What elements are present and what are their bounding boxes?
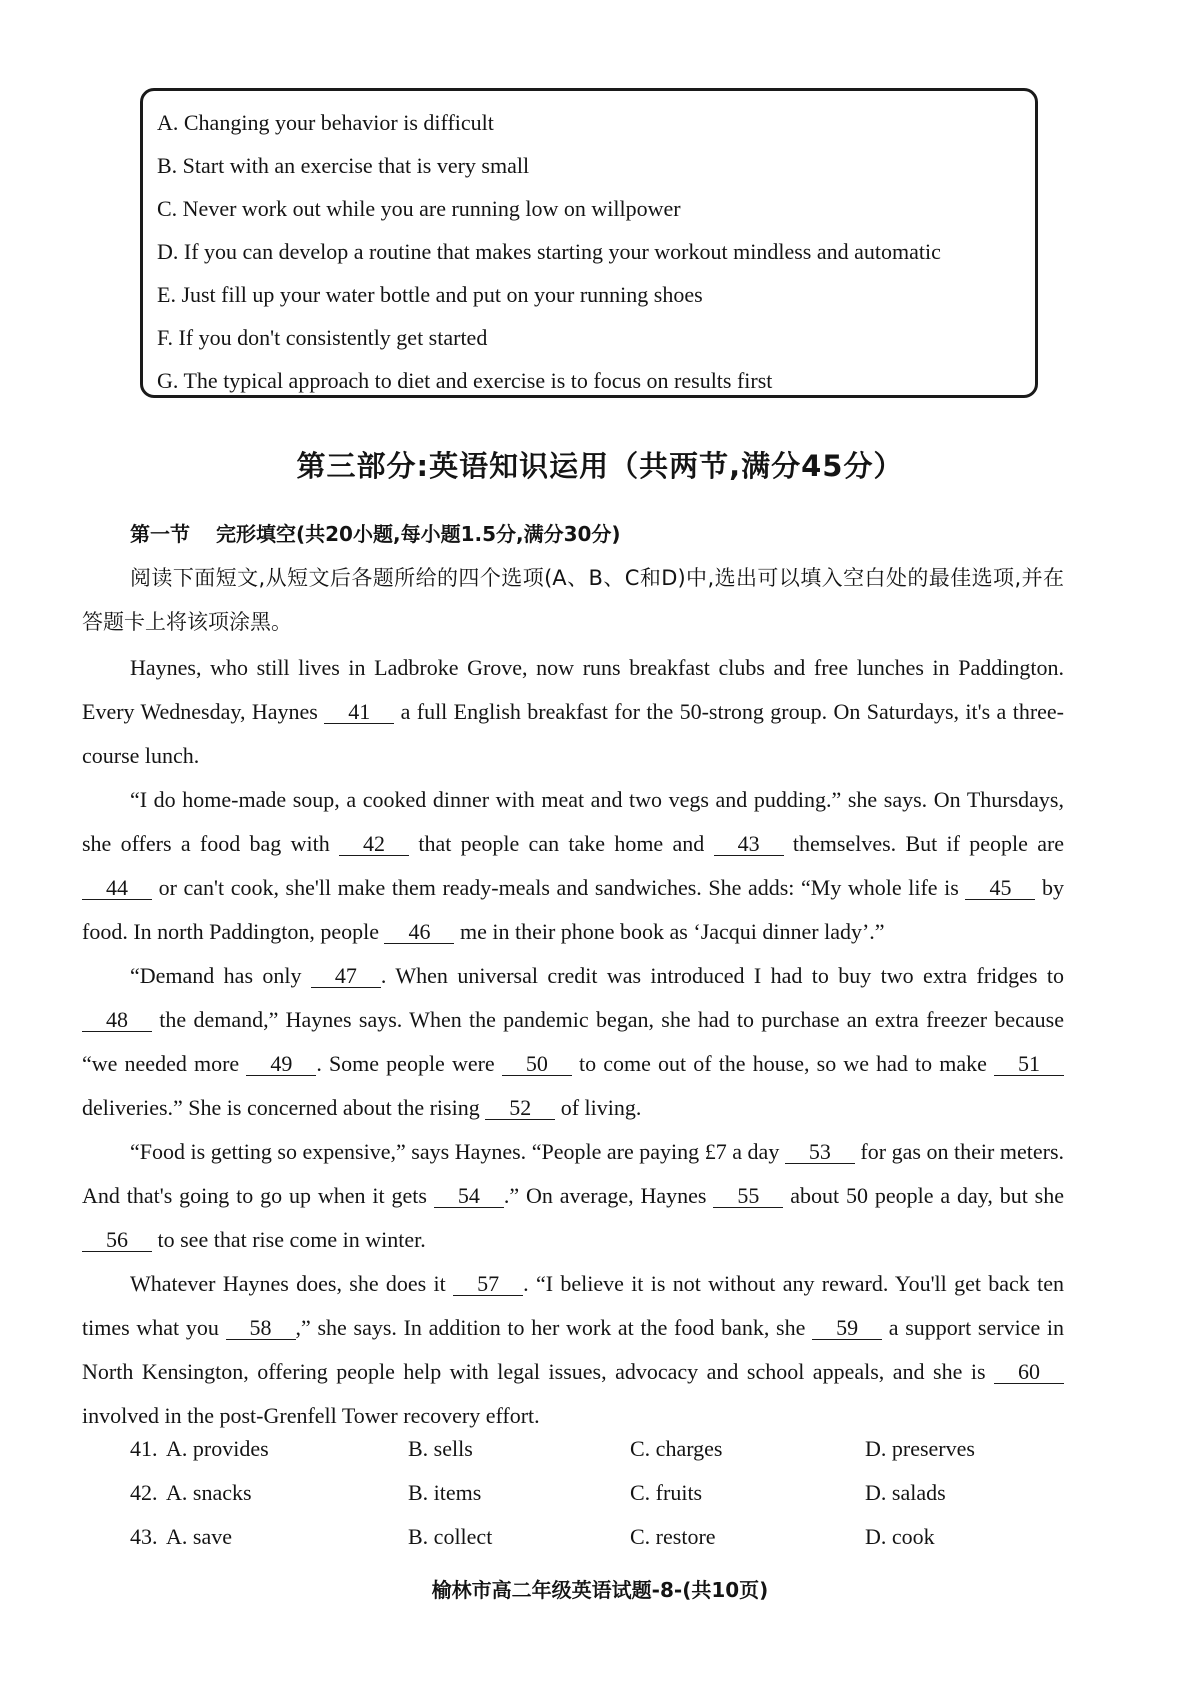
section-heading: 完形填空(共20小题,每小题1.5分,满分30分) [216,522,621,546]
text: “Food is getting so expensive,” says Haynes. “People are paying £7 a day [130,1139,780,1164]
text: themselves. But if people are [792,831,1065,856]
text: or can't cook, she'll make them ready-meals and sandwiches. She adds: “My whole life is [158,875,959,900]
question-number: 43. [130,1524,158,1549]
choice-d: D. preserves [865,1436,975,1461]
cloze-passage [82,646,1064,1438]
option-b: B. Start with an exercise that is very small [157,153,530,178]
option-c: C. Never work out while you are running low on willpower [157,196,681,221]
blank-47: 47 [311,965,381,988]
blank-41: 41 [324,701,394,724]
blank-48: 48 [82,1009,152,1032]
section-title [130,518,647,547]
paragraph-1 [82,646,1064,778]
text: me in their phone book as ‘Jacqui dinner lady’.” [459,919,885,944]
section-label: 第一节 [130,522,190,546]
choice-c: C. restore [630,1524,716,1549]
options-box [140,88,1038,398]
blank-59: 59 [812,1317,882,1340]
choice-c: C. charges [630,1436,723,1461]
text: to see that rise come in winter. [157,1227,426,1252]
blank-56: 56 [82,1229,152,1252]
question-42-choices [130,1480,1030,1524]
choice-b: B. items [408,1480,482,1505]
blank-60: 60 [994,1361,1064,1384]
text: the demand,” Haynes says. When the pandemic began, she had to purchase an extra freezer because “we needed more [82,1007,1065,1076]
text: for gas on their meters. And that's going to go up when it gets [82,1139,1065,1208]
text: . Some people were [316,1051,495,1076]
text: Haynes, who still lives in Ladbroke Grove, now runs breakfast clubs and free lunches in Paddington. Every Wednesday, Haynes [82,655,1064,724]
blank-44: 44 [82,877,152,900]
paragraph-4 [82,1130,1064,1262]
blank-46: 46 [384,921,454,944]
text: that people can take home and [418,831,705,856]
text: to come out of the house, so we had to make [578,1051,987,1076]
blank-58: 58 [226,1317,296,1340]
choice-a: A. provides [166,1436,269,1461]
option-e: E. Just fill up your water bottle and put on your running shoes [157,282,703,307]
text: . When universal credit was introduced I had to buy two extra fridges to [380,963,1064,988]
blank-53: 53 [785,1141,855,1164]
question-41-choices [130,1436,1030,1480]
choice-c: C. fruits [630,1480,703,1505]
blank-45: 45 [965,877,1035,900]
choice-d: D. salads [865,1480,946,1505]
question-number: 41. [130,1436,158,1461]
text: by food. In north Paddington, people [82,875,1065,944]
blank-43: 43 [714,833,784,856]
part-title: 第三部分:英语知识运用（共两节,满分45分） [296,449,904,483]
paragraph-5 [82,1262,1064,1438]
blank-57: 57 [453,1273,523,1296]
text: “Demand has only [130,963,302,988]
blank-50: 50 [502,1053,572,1076]
blank-51: 51 [994,1053,1064,1076]
choice-a: A. save [166,1524,232,1549]
text: about 50 people a day, but she [790,1183,1065,1208]
choice-a: A. snacks [166,1480,252,1505]
blank-52: 52 [485,1097,555,1120]
text: a full English breakfast for the 50-strong group. On Saturdays, it's a three-course lunch. [82,699,1065,768]
directions: 阅读下面短文,从短文后各题所给的四个选项(A、B、C和D)中,选出可以填入空白处的最佳选项,并在答题卡上将该项涂黑。 [82,566,1064,634]
text: involved in the post-Grenfell Tower recovery effort. [82,1403,540,1428]
question-number: 42. [130,1480,158,1505]
choice-d: D. cook [865,1524,935,1549]
option-g: G. The typical approach to diet and exercise is to focus on results first [157,368,773,393]
question-43-choices [130,1524,1030,1568]
text: ,” she says. In addition to her work at the food bank, she [295,1315,806,1340]
text: Whatever Haynes does, she does it [130,1271,446,1296]
blank-49: 49 [246,1053,316,1076]
text: of living. [560,1095,642,1120]
option-a: A. Changing your behavior is difficult [157,110,494,135]
blank-54: 54 [434,1185,504,1208]
blank-42: 42 [339,833,409,856]
option-d: D. If you can develop a routine that makes starting your workout mindless and automatic [157,239,941,264]
text: .” On average, Haynes [503,1183,707,1208]
paragraph-2 [82,778,1064,954]
answer-choices [130,1436,1030,1568]
text: a support service in North Kensington, offering people help with legal issues, advocacy and school appeals, and she is [82,1315,1065,1384]
page-footer: 榆林市高二年级英语试题-8-(共10页) [431,1578,769,1602]
option-f: F. If you don't consistently get started [157,325,488,350]
choice-b: B. sells [408,1436,473,1461]
paragraph-3 [82,954,1064,1130]
blank-55: 55 [713,1185,783,1208]
text: “I do home-made soup, a cooked dinner with meat and two vegs and pudding.” she says. On Thursdays, she offers a food bag with [82,787,1064,856]
choice-b: B. collect [408,1524,493,1549]
text: . “I believe it is not without any reward. You'll get back ten times what you [82,1271,1064,1340]
text: deliveries.” She is concerned about the rising [82,1095,480,1120]
